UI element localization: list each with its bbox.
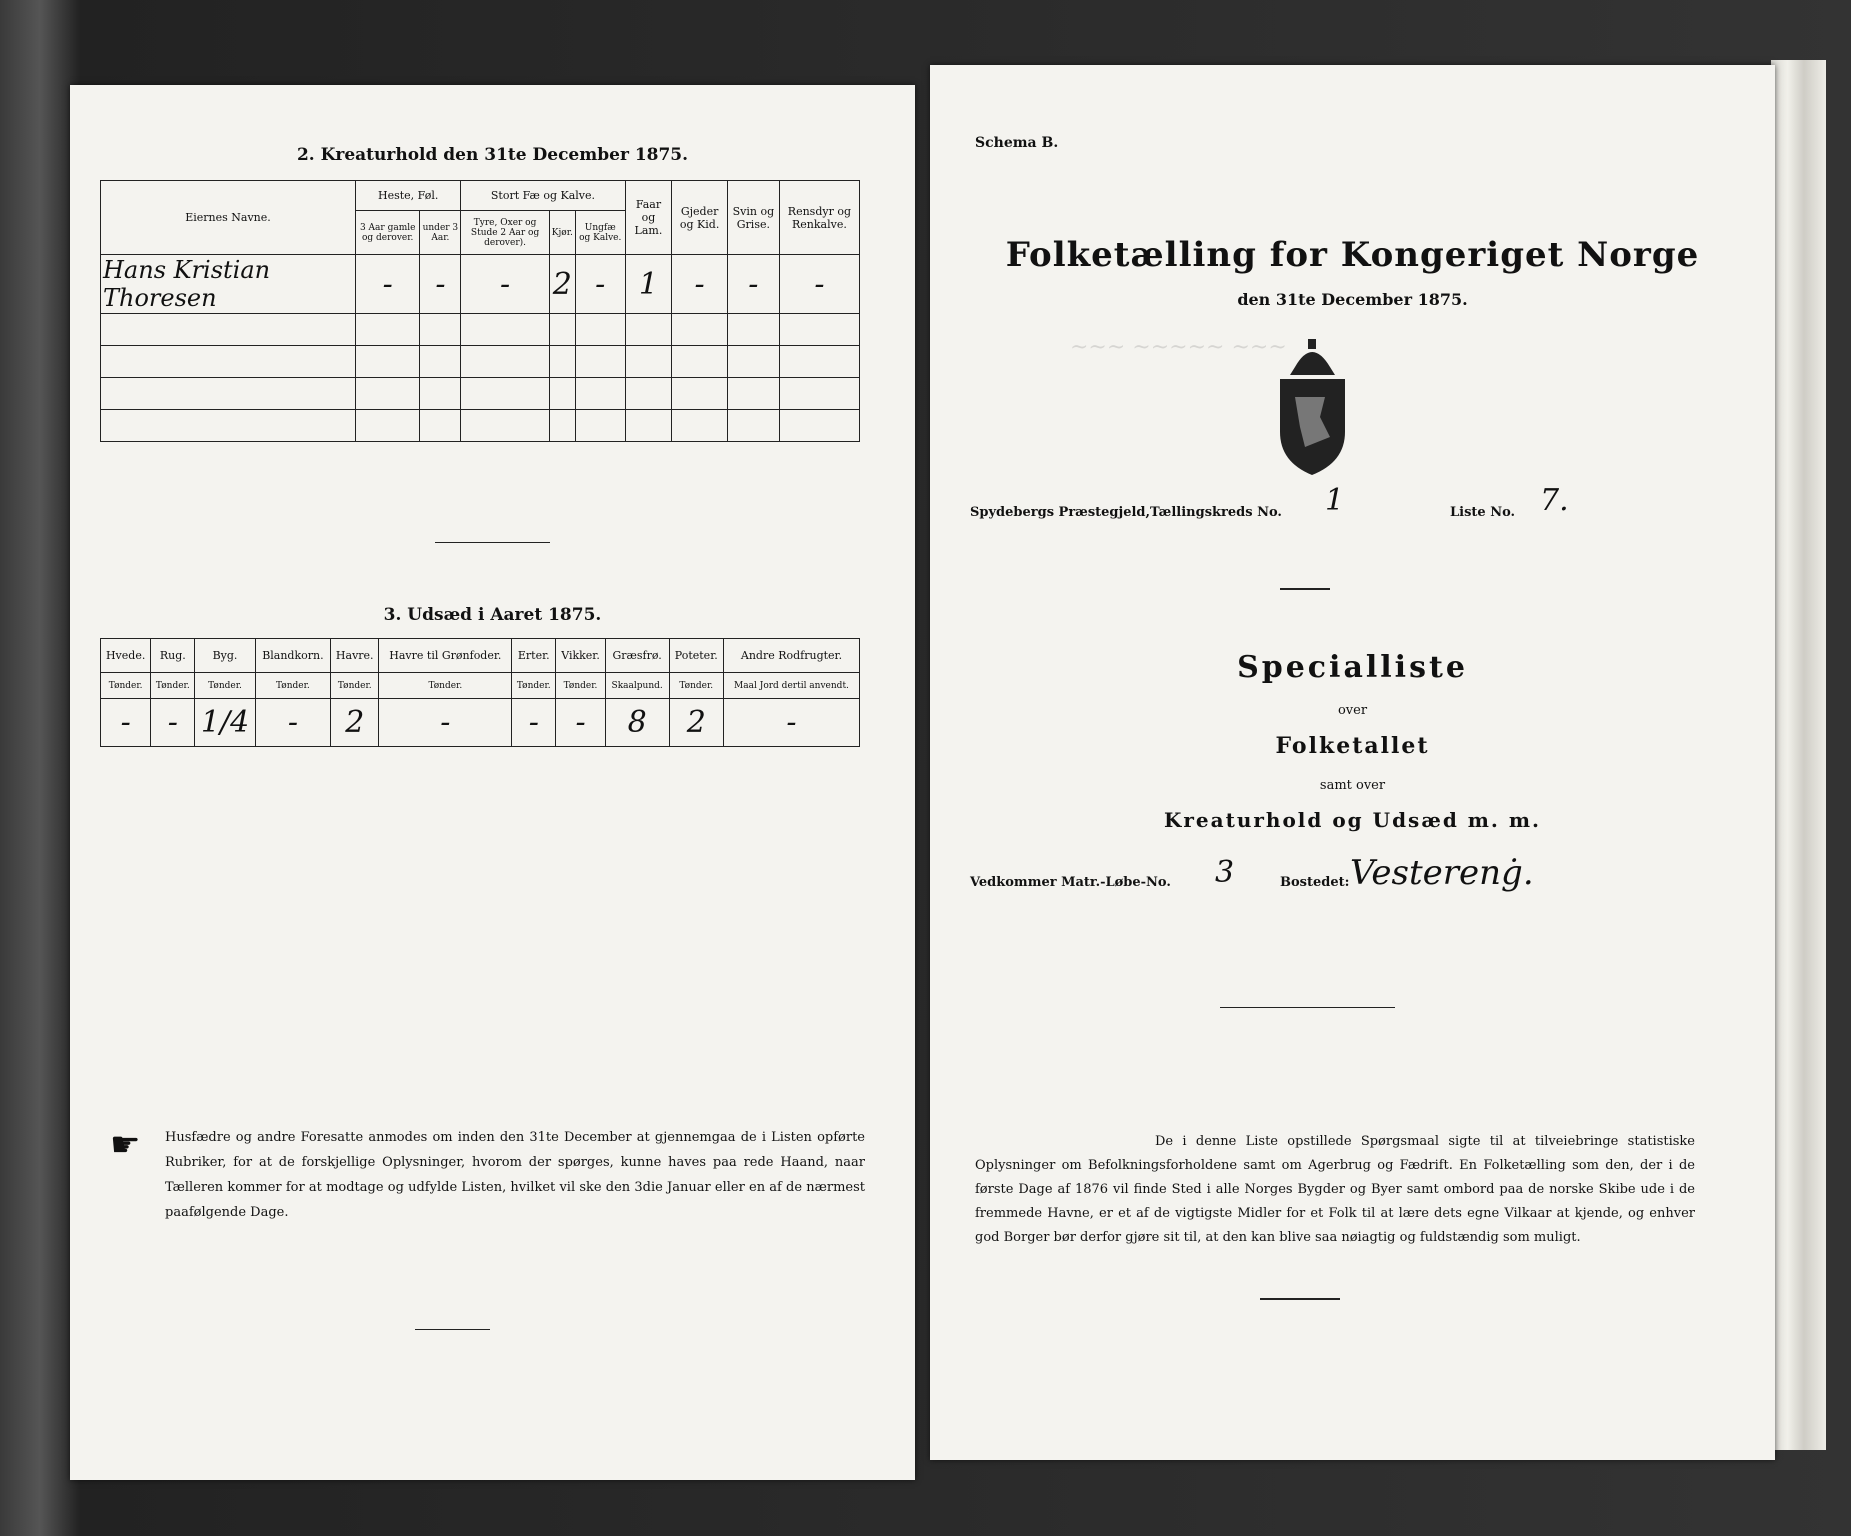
list-value: 7.	[1540, 483, 1569, 518]
sowing-header: Hvede.	[101, 639, 151, 673]
sowing-header: Byg.	[195, 639, 255, 673]
pigs-cell: -	[727, 255, 779, 314]
sowing-header: Poteter.	[669, 639, 723, 673]
bleed-through: ~~~ ~~~~~ ~~~	[1070, 335, 1287, 360]
explanatory-paragraph: De i denne Liste opstillede Spørgsmaal sigte til at tilveiebringe statistiske Oplysninger om Befolkningsforholdene samt om Agerbrug og Fædrift. En Folketælling som den, der i de første Dage af 1876 vil finde Sted i alle Norges Bygder og Byer samt ombord paa de norske Skibe ude i de fremmede Havne, er et af de vigtigste Midler for et Folk til at lære dets egne Vilkaar at kjende, og enhver god Borger bør derfor gjøre sit til, at den kan blive saa nøiagtig og fuldstændig som muligt.	[975, 1134, 1695, 1245]
horses-under3-cell: -	[420, 255, 461, 314]
section2-title: 2. Kreaturhold den 31te December 1875.	[296, 145, 689, 165]
document-title: Folketælling for Kongeriget Norge	[1005, 235, 1700, 275]
pigs-header: Svin og Grise.	[727, 181, 779, 255]
sowing-unit: Tønder.	[255, 673, 330, 699]
schema-label: Schema B.	[975, 135, 1059, 151]
sowing-header: Havre til Grønfoder.	[379, 639, 512, 673]
left-page	[70, 85, 915, 1480]
sowing-value: 8	[605, 699, 669, 747]
parish-label: Spydebergs Præstegjeld,	[970, 505, 1151, 520]
sowing-value: -	[379, 699, 512, 747]
young-cattle-header: Ungfæ og Kalve.	[575, 211, 625, 255]
page-stack-edge	[1771, 60, 1826, 1450]
sowing-header: Vikker.	[556, 639, 606, 673]
horses-3plus-cell: -	[356, 255, 420, 314]
sowing-table	[100, 638, 860, 747]
sheep-cell: 1	[625, 255, 672, 314]
horses-group-header: Heste, Føl.	[356, 181, 461, 211]
folketallet-heading: Folketallet	[1275, 733, 1430, 759]
sowing-unit: Tønder.	[101, 673, 151, 699]
bottom-rule	[1260, 1298, 1340, 1300]
sowing-header: Rug.	[151, 639, 195, 673]
livestock-table	[100, 180, 860, 442]
goats-cell: -	[672, 255, 728, 314]
sowing-unit: Tønder.	[331, 673, 379, 699]
sowing-unit: Tønder.	[379, 673, 512, 699]
bulls-header: Tyre, Oxer og Stude 2 Aar og derover).	[461, 211, 549, 255]
cows-header: Kjør.	[549, 211, 575, 255]
reindeer-cell: -	[779, 255, 859, 314]
sowing-header: Blandkorn.	[255, 639, 330, 673]
kreaturhold-heading: Kreaturhold og Udsæd m. m.	[1164, 808, 1541, 832]
goats-header: Gjeder og Kid.	[672, 181, 728, 255]
cattle-group-header: Stort Fæ og Kalve.	[461, 181, 625, 211]
samt-over-label: samt over	[1319, 778, 1386, 793]
sowing-unit: Tønder.	[512, 673, 556, 699]
sowing-value: -	[101, 699, 151, 747]
district-label: Tællingskreds No.	[1150, 505, 1282, 520]
sowing-value: 2	[669, 699, 723, 747]
sheep-header: Faar og Lam.	[625, 181, 672, 255]
over-label: over	[1337, 703, 1368, 718]
matr-value: 3	[1215, 855, 1235, 890]
reindeer-header: Rensdyr og Renkalve.	[779, 181, 859, 255]
sowing-value: -	[556, 699, 606, 747]
sowing-value: -	[512, 699, 556, 747]
sowing-unit: Tønder.	[556, 673, 606, 699]
divider-rule	[435, 542, 550, 543]
young-cattle-cell: -	[575, 255, 625, 314]
empty-row	[101, 314, 860, 346]
matr-label: Vedkommer Matr.-Løbe-No.	[970, 875, 1171, 890]
pointing-hand-icon: ☛	[110, 1125, 141, 1165]
sowing-value: -	[255, 699, 330, 747]
empty-row	[101, 410, 860, 442]
horses-3plus-header: 3 Aar gamle og derover.	[356, 211, 420, 255]
divider-rule	[1220, 1007, 1395, 1008]
sowing-header: Erter.	[512, 639, 556, 673]
right-page	[930, 65, 1775, 1460]
sowing-header: Andre Rodfrugter.	[723, 639, 859, 673]
sowing-value: -	[151, 699, 195, 747]
sowing-value: -	[723, 699, 859, 747]
bulls-cell: -	[461, 255, 549, 314]
sowing-value: 2	[331, 699, 379, 747]
sowing-unit: Tønder.	[195, 673, 255, 699]
bosted-label: Bostedet:	[1280, 875, 1350, 890]
coat-of-arms-icon	[1265, 337, 1360, 477]
sowing-header: Havre.	[331, 639, 379, 673]
document-date: den 31te December 1875.	[1237, 290, 1468, 309]
specialliste-heading: Specialliste	[1237, 650, 1468, 685]
sowing-unit: Tønder.	[151, 673, 195, 699]
bosted-value: Vesterenġ.	[1350, 853, 1534, 893]
owner-header: Eiernes Navne.	[101, 181, 356, 255]
empty-row	[101, 378, 860, 410]
list-label: Liste No.	[1450, 505, 1516, 520]
sowing-unit: Skaalpund.	[605, 673, 669, 699]
divider-rule	[1280, 588, 1330, 590]
sowing-header: Græsfrø.	[605, 639, 669, 673]
bottom-rule	[415, 1329, 490, 1330]
owner-cell: Hans Kristian Thoresen	[101, 255, 356, 314]
sowing-unit: Maal Jord dertil anvendt.	[723, 673, 859, 699]
cows-cell: 2	[549, 255, 575, 314]
empty-row	[101, 346, 860, 378]
sowing-unit: Tønder.	[669, 673, 723, 699]
section3-title: 3. Udsæd i Aaret 1875.	[383, 605, 602, 625]
instruction-note: Husfædre og andre Foresatte anmodes om inden den 31te December at gjennemgaa de i Listen opførte Rubriker, for at de forskjellige Oplysninger, hvorom der spørges, kunne haves paa rede Haand, naar Tælleren kommer for at modtage og udfylde Listen, hvilket vil ske den 3die Januar eller en af de nærmest paafølgende Dage.	[165, 1130, 865, 1220]
sowing-value: 1/4	[195, 699, 255, 747]
horses-under3-header: under 3 Aar.	[420, 211, 461, 255]
district-value: 1	[1325, 483, 1345, 518]
